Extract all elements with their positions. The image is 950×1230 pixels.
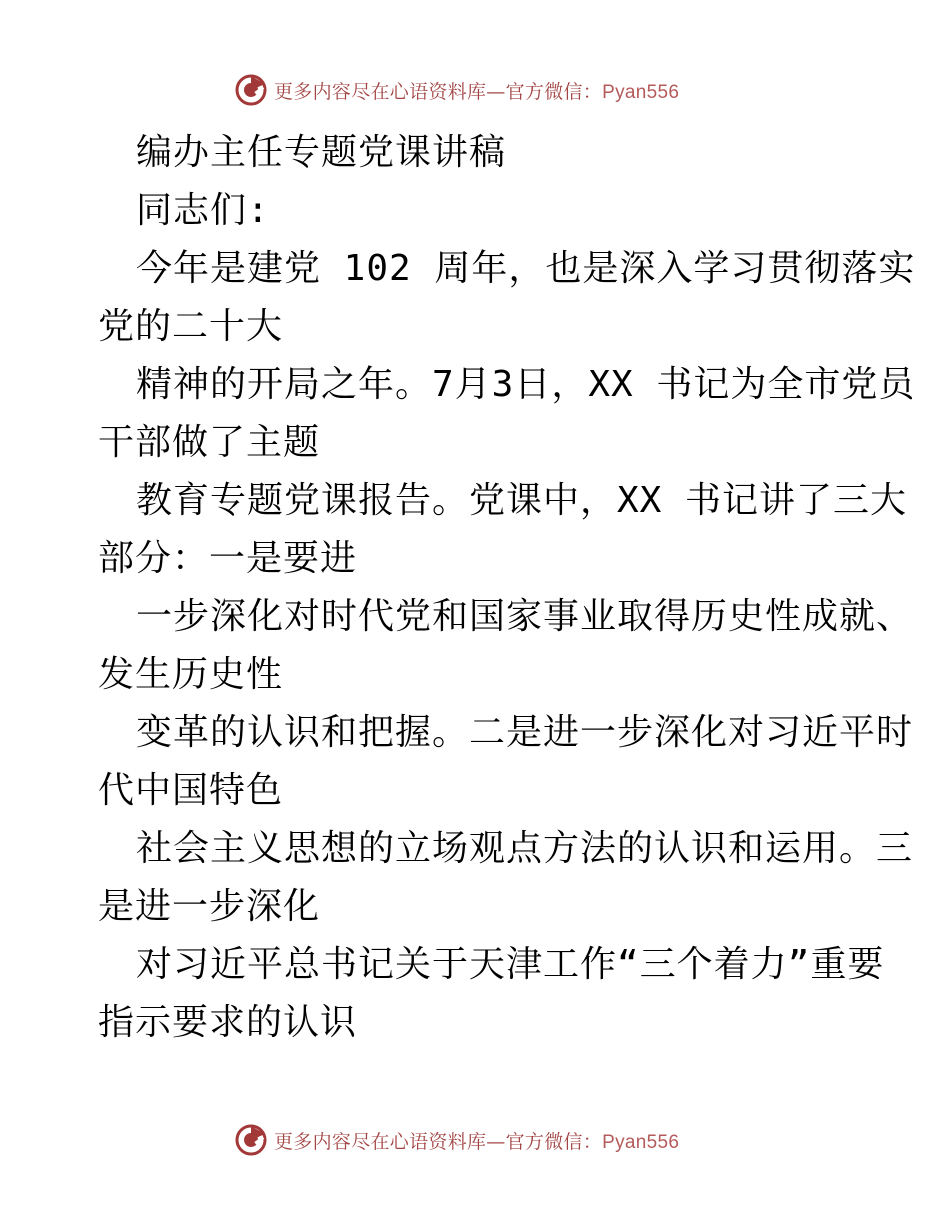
- paragraph-line: 精神的开局之年。7月3日，XX 书记为全市党员: [136, 364, 916, 405]
- salutation: 同志们:: [136, 190, 270, 231]
- paragraph-line: 对习近平总书记关于天津工作“三个着力”重要: [136, 944, 885, 985]
- header-watermark: [234, 73, 714, 107]
- watermark-text: [274, 1127, 679, 1154]
- document-title: 编办主任专题党课讲稿: [136, 132, 507, 173]
- document-body: [98, 124, 916, 1052]
- watermark-label: 更多内容尽在心语资料库—官方微信：: [274, 1130, 603, 1153]
- paragraph-line: 教育专题党课报告。党课中，XX 书记讲了三大: [136, 480, 908, 521]
- paragraph-line: 部分：一是要进: [98, 538, 358, 579]
- wechat-id: Pyan556: [602, 1131, 680, 1153]
- paragraph-line: 干部做了主题: [98, 422, 321, 463]
- footer-watermark: [234, 1123, 714, 1157]
- watermark-text: [274, 77, 679, 104]
- paragraph-line: 一步深化对时代党和国家事业取得历史性成就、: [136, 596, 914, 637]
- watermark-label: 更多内容尽在心语资料库—官方微信：: [274, 80, 603, 103]
- paragraph-line: 变革的认识和把握。二是进一步深化对习近平时: [136, 712, 914, 753]
- paragraph-line: 今年是建党 102 周年，也是深入学习贯彻落实: [136, 248, 916, 289]
- logo-seal-icon: [234, 73, 268, 107]
- paragraph-line: 指示要求的认识: [98, 1002, 358, 1043]
- logo-seal-icon: [234, 1123, 268, 1157]
- paragraph-line: 发生历史性: [98, 654, 284, 695]
- paragraph-line: 社会主义思想的立场观点方法的认识和运用。三: [136, 828, 914, 869]
- paragraph-line: 是进一步深化: [98, 886, 321, 927]
- wechat-id: Pyan556: [602, 81, 680, 103]
- paragraph-line: 党的二十大: [98, 306, 284, 347]
- paragraph-line: 代中国特色: [98, 770, 284, 811]
